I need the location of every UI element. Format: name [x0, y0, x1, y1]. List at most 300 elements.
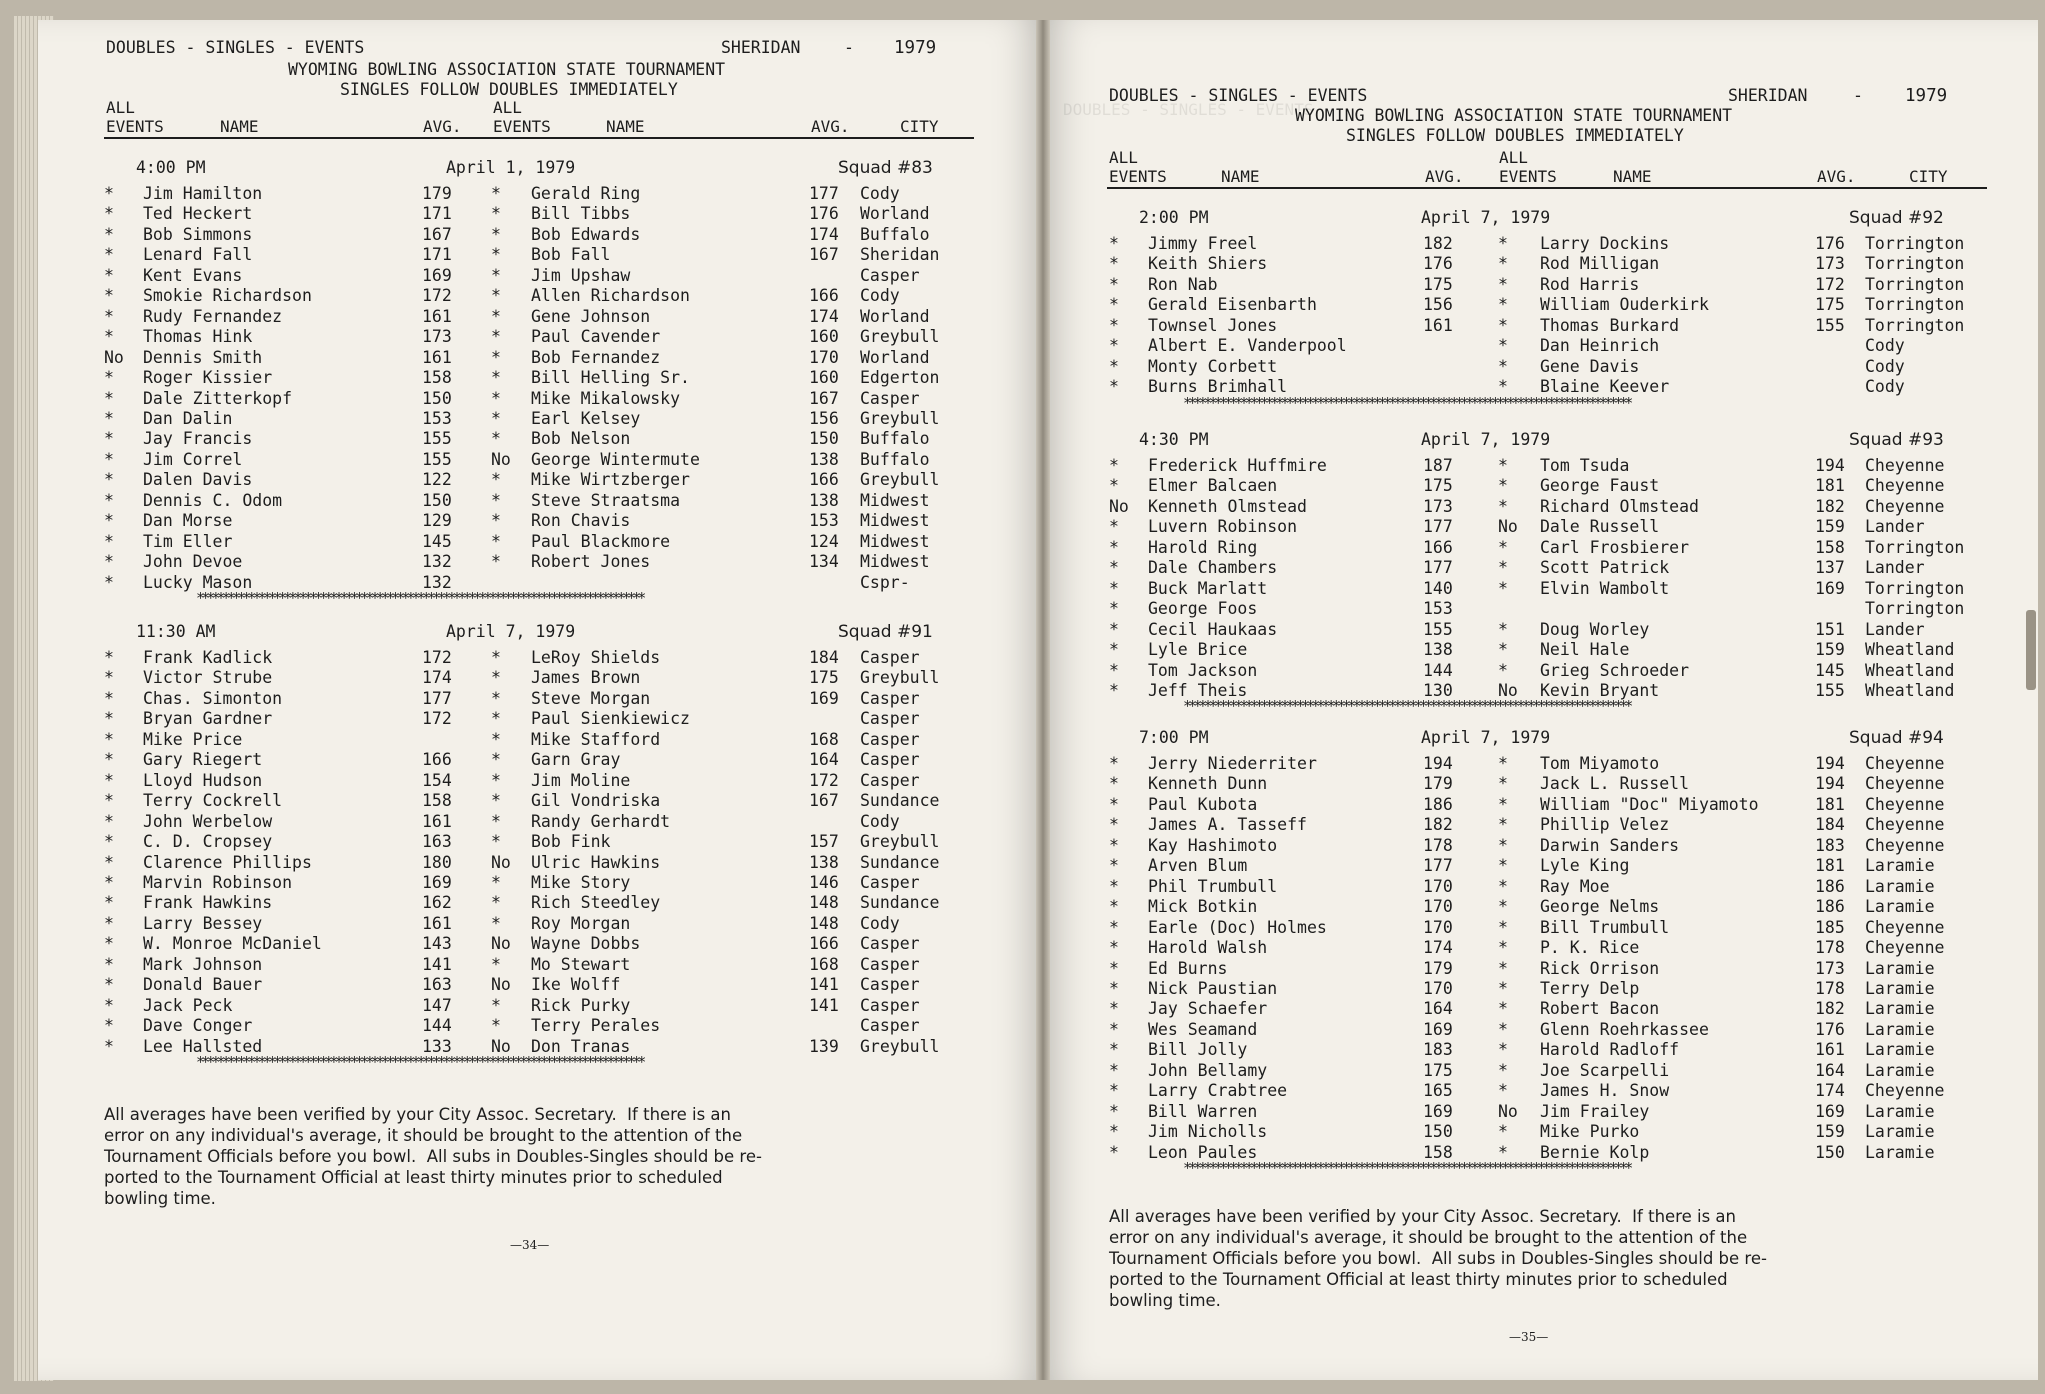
all-events-marker: *	[1109, 774, 1119, 794]
city: Laramie	[1865, 978, 1935, 998]
bowler-name: Bryan Gardner	[143, 709, 273, 729]
partner-average: 167	[809, 388, 839, 408]
partner-all-events-marker: *	[491, 1016, 501, 1036]
squad-header	[1043, 430, 2038, 451]
all-events-marker: *	[1109, 680, 1119, 700]
table-row	[38, 470, 1043, 491]
table-row	[38, 532, 1043, 553]
all-events-marker: *	[1109, 938, 1119, 958]
bowler-name: Leon Paules	[1148, 1142, 1258, 1162]
event-title: DOUBLES - SINGLES - EVENTS	[1109, 86, 1368, 105]
assoc-title: WYOMING BOWLING ASSOCIATION STATE TOURNAMENT	[1295, 106, 1733, 125]
bowler-average: 183	[1423, 1040, 1453, 1060]
all-events-marker: *	[1109, 336, 1119, 356]
partner-average: 178	[1815, 938, 1845, 958]
partner-average: 168	[809, 729, 839, 749]
bowler-name: Lenard Fall	[143, 245, 253, 265]
partner-name: Gene Johnson	[531, 306, 651, 326]
table-row	[38, 955, 1043, 976]
all-events-marker: No	[104, 347, 124, 367]
verification-note-line: bowling time.	[1109, 1291, 1221, 1310]
partner-average: 124	[809, 531, 839, 551]
all-events-marker: *	[104, 286, 114, 306]
col-avg-2: AVG.	[811, 117, 850, 136]
partner-all-events-marker: *	[491, 832, 501, 852]
all-events-marker: *	[104, 388, 114, 408]
bowler-average: 172	[422, 709, 452, 729]
partner-name: Jim Moline	[531, 770, 631, 790]
partner-name: Bob Fink	[531, 832, 611, 852]
col-name-2: NAME	[1613, 167, 1652, 186]
partner-average: 146	[809, 872, 839, 892]
table-row	[38, 668, 1043, 689]
partner-name: Rich Steedley	[531, 893, 661, 913]
partner-all-events-marker: *	[491, 224, 501, 244]
all-events-marker: *	[104, 470, 114, 490]
partner-all-events-marker: *	[1498, 234, 1508, 253]
partner-all-events-marker: *	[1498, 336, 1508, 356]
bowler-name: Albert E. Vanderpool	[1148, 336, 1347, 356]
partner-average: 137	[1815, 558, 1845, 578]
partner-name: Terry Delp	[1540, 978, 1640, 998]
city: Casper	[860, 975, 920, 995]
partner-all-events-marker: *	[1498, 815, 1508, 835]
bowler-name: Jack Peck	[143, 995, 233, 1015]
bowler-name: Ted Heckert	[143, 204, 253, 224]
table-row	[38, 975, 1043, 996]
event-title: DOUBLES - SINGLES - EVENTS	[106, 38, 365, 57]
partner-name: Neil Hale	[1540, 640, 1630, 660]
partner-name: Rod Harris	[1540, 274, 1640, 294]
city: Torrington	[1865, 254, 1965, 274]
col-events: EVENTS	[106, 117, 164, 136]
bowler-average: 158	[1423, 1142, 1453, 1162]
partner-name: Ike Wolff	[531, 975, 621, 995]
bowler-name: Bob Simmons	[143, 224, 253, 244]
bowler-name: Jeff Theis	[1148, 680, 1248, 700]
partner-all-events-marker: *	[491, 552, 501, 572]
partner-all-events-marker: *	[491, 893, 501, 913]
city: Laramie	[1865, 1122, 1935, 1142]
partner-all-events-marker: *	[1498, 315, 1508, 335]
bowler-average: 178	[1423, 835, 1453, 855]
partner-all-events-marker: *	[1498, 356, 1508, 376]
partner-average: 173	[1815, 254, 1845, 274]
bowler-name: W. Monroe McDaniel	[143, 934, 322, 954]
partner-all-events-marker: *	[491, 388, 501, 408]
bowler-average: 132	[422, 552, 452, 572]
partner-average: 157	[809, 832, 839, 852]
bowler-name: Dennis C. Odom	[143, 490, 283, 510]
city: Cody	[1865, 336, 1905, 356]
table-row	[1043, 938, 2038, 959]
all-events-marker: *	[1109, 1142, 1119, 1162]
squad-time: 4:00 PM	[136, 158, 206, 177]
city: Laramie	[1865, 1142, 1935, 1162]
squad-time: 2:00 PM	[1139, 208, 1209, 227]
bowler-name: Dave Conger	[143, 1016, 253, 1036]
city: Greybull	[860, 668, 940, 688]
table-row	[38, 450, 1043, 471]
bowler-name: Lee Hallsted	[143, 1036, 263, 1056]
squad-number: Squad #91	[838, 622, 933, 642]
city: Laramie	[1865, 1019, 1935, 1039]
partner-all-events-marker: *	[491, 770, 501, 790]
all-events-marker: *	[1109, 660, 1119, 680]
table-row	[1043, 836, 2038, 857]
partner-all-events-marker: *	[1498, 999, 1508, 1019]
col-city: CITY	[900, 117, 939, 136]
all-events-marker: *	[1109, 356, 1119, 376]
bowler-name: Harold Ring	[1148, 537, 1258, 557]
city: Lander	[1865, 619, 1925, 639]
bowler-name: Kenneth Olmstead	[1148, 496, 1307, 516]
table-row	[38, 348, 1043, 369]
city: Buffalo	[860, 429, 930, 449]
city: Cody	[860, 811, 900, 831]
table-row	[1043, 1081, 2038, 1102]
bowler-name: Larry Crabtree	[1148, 1081, 1288, 1101]
partner-average: 176	[1815, 1019, 1845, 1039]
bowler-name: Smokie Richardson	[143, 286, 312, 306]
table-row	[38, 286, 1043, 307]
partner-name: Earl Kelsey	[531, 408, 641, 428]
bowler-average: 156	[1423, 295, 1453, 315]
city: Cody	[860, 286, 900, 306]
bowler-average: 165	[1423, 1081, 1453, 1101]
bowler-name: Bill Jolly	[1148, 1040, 1248, 1060]
partner-average: 168	[809, 954, 839, 974]
city: Cheyenne	[1865, 456, 1945, 475]
all-events-marker: *	[104, 832, 114, 852]
table-row	[1043, 275, 2038, 296]
bowler-average: 177	[422, 688, 452, 708]
verification-note-line: All averages have been verified by your City Assoc. Secretary. If there is an	[104, 1105, 731, 1124]
city: Cheyenne	[1865, 815, 1945, 835]
partner-all-events-marker: *	[1498, 578, 1508, 598]
page-34-content	[38, 20, 1043, 1380]
all-events-marker: *	[1109, 476, 1119, 496]
bowler-name: Dale Zitterkopf	[143, 388, 293, 408]
bowler-name: George Foos	[1148, 599, 1258, 619]
table-row	[1043, 497, 2038, 518]
verification-note-line: ported to the Tournament Official at least thirty minutes prior to scheduled	[104, 1168, 723, 1187]
bowler-average: 140	[1423, 578, 1453, 598]
col-avg: AVG.	[1425, 167, 1464, 186]
partner-average: 170	[809, 347, 839, 367]
verification-note-line: Tournament Officials before you bowl. All subs in Doubles-Singles should be re-	[1109, 1249, 1767, 1268]
bowler-average: 130	[1423, 680, 1453, 700]
bowler-average: 175	[1423, 1060, 1453, 1080]
partner-all-events-marker: *	[491, 791, 501, 811]
partner-name: Elvin Wambolt	[1540, 578, 1670, 598]
all-events-marker: *	[1109, 917, 1119, 937]
partner-name: James Brown	[531, 668, 641, 688]
squad-time: 4:30 PM	[1139, 430, 1209, 449]
partner-average: 141	[809, 975, 839, 995]
all-events-marker: *	[1109, 619, 1119, 639]
table-row	[1043, 856, 2038, 877]
table-row	[1043, 234, 2038, 255]
partner-all-events-marker: *	[1498, 897, 1508, 917]
all-events-marker: *	[1109, 1060, 1119, 1080]
verification-note-line: error on any individual's average, it should be brought to the attention of the	[1109, 1228, 1748, 1247]
city: Laramie	[1865, 876, 1935, 896]
city: Torrington	[1865, 578, 1965, 598]
table-row	[1043, 599, 2038, 620]
bowler-name: Mike Price	[143, 729, 243, 749]
bowler-average: 143	[422, 934, 452, 954]
bowler-name: James A. Tasseff	[1148, 815, 1307, 835]
partner-all-events-marker: No	[1498, 517, 1518, 537]
bowler-average: 166	[1423, 537, 1453, 557]
bowler-name: Kay Hashimoto	[1148, 835, 1278, 855]
partner-average: 172	[809, 770, 839, 790]
bowler-average: 155	[1423, 619, 1453, 639]
bowler-name: Monty Corbett	[1148, 356, 1278, 376]
city: Cheyenne	[1865, 835, 1945, 855]
table-row	[1043, 815, 2038, 836]
bowler-name: Ed Burns	[1148, 958, 1228, 978]
bowler-average: 122	[422, 470, 452, 490]
bowler-average: 179	[1423, 774, 1453, 794]
bowler-average: 173	[422, 327, 452, 347]
table-row	[1043, 979, 2038, 1000]
city: Greybull	[860, 470, 940, 490]
partner-name: Bernie Kolp	[1540, 1142, 1650, 1162]
partner-all-events-marker: *	[1498, 619, 1508, 639]
partner-all-events-marker: *	[491, 470, 501, 490]
city: Casper	[860, 995, 920, 1015]
all-events-marker: *	[104, 429, 114, 449]
partner-average: 182	[1815, 496, 1845, 516]
table-row	[38, 491, 1043, 512]
partner-name: Gene Davis	[1540, 356, 1640, 376]
location: SHERIDAN	[721, 38, 801, 57]
partner-all-events-marker: *	[491, 347, 501, 367]
city: Cspr-	[860, 572, 910, 592]
bowler-average: 174	[422, 668, 452, 688]
bowler-name: Marvin Robinson	[143, 872, 293, 892]
all-events-marker: *	[104, 791, 114, 811]
dash: -	[1853, 86, 1863, 105]
all-events-marker: *	[104, 184, 114, 203]
squad-time: 7:00 PM	[1139, 728, 1209, 747]
partner-name: Robert Bacon	[1540, 999, 1660, 1019]
bowler-average: 162	[422, 893, 452, 913]
bowler-name: Luvern Robinson	[1148, 517, 1298, 537]
squad-header	[1043, 728, 2038, 749]
col-city: CITY	[1909, 167, 1948, 186]
partner-all-events-marker: *	[491, 913, 501, 933]
table-row	[38, 409, 1043, 430]
page-35-content	[1043, 20, 2038, 1380]
table-row	[1043, 774, 2038, 795]
bowler-average: 161	[422, 913, 452, 933]
squad-number: Squad #94	[1849, 728, 1944, 748]
partner-average: 169	[1815, 1101, 1845, 1121]
city: Casper	[860, 388, 920, 408]
city: Lander	[1865, 517, 1925, 537]
bowler-average: 133	[422, 1036, 452, 1056]
bowler-name: Buck Marlatt	[1148, 578, 1268, 598]
table-row	[38, 791, 1043, 812]
partner-name: Darwin Sanders	[1540, 835, 1680, 855]
partner-all-events-marker: No	[491, 852, 511, 872]
city: Casper	[860, 265, 920, 285]
partner-name: Ron Chavis	[531, 511, 631, 531]
city: Cody	[860, 913, 900, 933]
partner-name: William "Doc" Miyamoto	[1540, 794, 1759, 814]
table-row	[1043, 579, 2038, 600]
partner-name: Mike Stafford	[531, 729, 661, 749]
all-events-marker: *	[1109, 456, 1119, 475]
partner-all-events-marker: *	[491, 184, 501, 203]
partner-all-events-marker: *	[1498, 660, 1508, 680]
city: Casper	[860, 1016, 920, 1036]
all-events-marker: *	[104, 490, 114, 510]
partner-all-events-marker: *	[1498, 1060, 1508, 1080]
partner-average: 161	[1815, 1040, 1845, 1060]
city: Cheyenne	[1865, 496, 1945, 516]
partner-average: 175	[1815, 295, 1845, 315]
table-row	[1043, 918, 2038, 939]
partner-average: 169	[809, 688, 839, 708]
bowler-name: Nick Paustian	[1148, 978, 1278, 998]
bowler-average: 147	[422, 995, 452, 1015]
partner-name: Bill Trumbull	[1540, 917, 1670, 937]
partner-name: William Ouderkirk	[1540, 295, 1709, 315]
city: Torrington	[1865, 295, 1965, 315]
all-events-marker: *	[1109, 377, 1119, 397]
partner-all-events-marker: *	[491, 408, 501, 428]
bowler-average: 187	[1423, 456, 1453, 475]
partner-all-events-marker: *	[1498, 476, 1508, 496]
table-row	[1043, 456, 2038, 477]
partner-name: Mike Purko	[1540, 1122, 1640, 1142]
all-events-marker: *	[104, 975, 114, 995]
partner-average: 141	[809, 995, 839, 1015]
partner-name: Carl Frosbierer	[1540, 537, 1690, 557]
city: Cheyenne	[1865, 476, 1945, 496]
all-events-marker: *	[1109, 558, 1119, 578]
bowler-name: Donald Bauer	[143, 975, 263, 995]
bowler-name: Ron Nab	[1148, 274, 1218, 294]
bowler-average: 129	[422, 511, 452, 531]
partner-all-events-marker: No	[491, 449, 511, 469]
bowler-name: Roger Kissier	[143, 368, 273, 388]
table-row	[1043, 558, 2038, 579]
bowler-average: 158	[422, 368, 452, 388]
city: Laramie	[1865, 999, 1935, 1019]
all-events-marker: *	[104, 750, 114, 770]
partner-name: Garn Gray	[531, 750, 621, 770]
all-events-marker: *	[104, 368, 114, 388]
partner-average: 185	[1815, 917, 1845, 937]
partner-all-events-marker: *	[491, 245, 501, 265]
all-events-marker: *	[104, 893, 114, 913]
table-row	[38, 771, 1043, 792]
partner-average: 155	[1815, 315, 1845, 335]
city: Sundance	[860, 791, 940, 811]
partner-all-events-marker: *	[491, 286, 501, 306]
bowler-name: Terry Cockrell	[143, 791, 283, 811]
bowler-average: 179	[1423, 958, 1453, 978]
table-row	[1043, 1040, 2038, 1061]
bowler-average: 167	[422, 224, 452, 244]
bowler-average: 138	[1423, 640, 1453, 660]
partner-name: Bob Fall	[531, 245, 611, 265]
partner-average: 160	[809, 368, 839, 388]
bowler-name: Kenneth Dunn	[1148, 774, 1268, 794]
col-all: ALL	[106, 98, 135, 117]
bowler-name: Jim Correl	[143, 449, 243, 469]
partner-average: 181	[1815, 794, 1845, 814]
partner-average: 174	[809, 306, 839, 326]
partner-average: 139	[809, 1036, 839, 1056]
partner-all-events-marker: *	[1498, 1122, 1508, 1142]
partner-all-events-marker: *	[1498, 917, 1508, 937]
col-avg: AVG.	[423, 117, 462, 136]
partner-average: 182	[1815, 999, 1845, 1019]
bowler-average: 176	[1423, 254, 1453, 274]
bowler-average: 170	[1423, 978, 1453, 998]
header-rule	[1107, 187, 1987, 189]
partner-all-events-marker: *	[1498, 295, 1508, 315]
all-events-marker: *	[1109, 1040, 1119, 1060]
squad-number: Squad #83	[838, 158, 933, 178]
bowler-name: Kent Evans	[143, 265, 243, 285]
all-events-marker: *	[104, 572, 114, 592]
all-events-marker: *	[104, 449, 114, 469]
partner-average: 153	[809, 511, 839, 531]
verification-note-line: error on any individual's average, it should be brought to the attention of the	[104, 1126, 743, 1145]
city: Wheatland	[1865, 680, 1955, 700]
partner-average: 148	[809, 913, 839, 933]
bowler-name: John Devoe	[143, 552, 243, 572]
partner-all-events-marker: *	[1498, 640, 1508, 660]
all-events-marker: *	[1109, 295, 1119, 315]
bowler-name: Dennis Smith	[143, 347, 263, 367]
all-events-marker: *	[1109, 794, 1119, 814]
city: Sheridan	[860, 245, 940, 265]
squad-number: Squad #92	[1849, 208, 1944, 228]
city: Wheatland	[1865, 660, 1955, 680]
partner-average: 169	[1815, 578, 1845, 598]
table-row	[1043, 999, 2038, 1020]
bowler-average: 175	[1423, 274, 1453, 294]
table-row	[38, 1016, 1043, 1037]
partner-name: Gerald Ring	[531, 184, 641, 203]
separator-line: ***************************************************************************************	[196, 1053, 643, 1071]
city: Casper	[860, 648, 920, 667]
city: Cheyenne	[1865, 794, 1945, 814]
partner-name: Terry Perales	[531, 1016, 661, 1036]
partner-all-events-marker: *	[491, 995, 501, 1015]
bowler-average: 161	[1423, 315, 1453, 335]
all-events-marker: *	[1109, 958, 1119, 978]
city: Cody	[1865, 377, 1905, 397]
city: Cheyenne	[1865, 1081, 1945, 1101]
partner-name: Allen Richardson	[531, 286, 690, 306]
table-row	[38, 996, 1043, 1017]
bowler-average: 144	[422, 1016, 452, 1036]
page-number: —34—	[510, 1238, 550, 1252]
bowler-average: 177	[1423, 517, 1453, 537]
partner-name: Steve Straatsma	[531, 490, 681, 510]
table-row	[38, 934, 1043, 955]
partner-average: 134	[809, 552, 839, 572]
